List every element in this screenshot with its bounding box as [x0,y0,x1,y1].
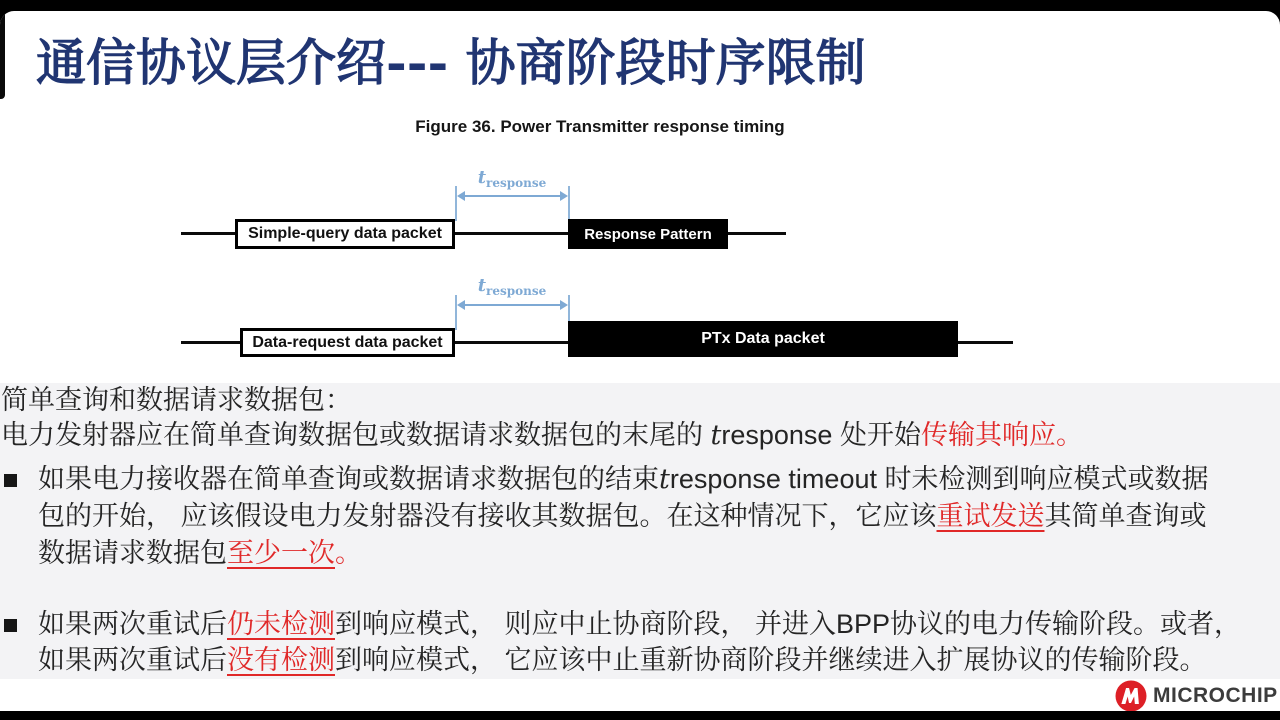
paragraph-intro [1,383,1083,453]
arrowhead-left-icon [457,191,465,201]
data-request-packet-box [240,328,455,357]
t-subscript: response [486,176,547,190]
t-response-dimension-row1 [455,186,570,221]
highlight-red-text: 至少一次 [227,538,335,568]
microchip-icon [1114,679,1148,711]
bullet-marker [4,474,17,487]
dimension-arrow-shaft [459,304,566,306]
box-label: PTx Data packet [701,330,825,347]
t-variable: t [477,275,487,296]
text-line [38,606,1241,642]
video-edge-artifact [0,11,5,99]
box-label: Response Pattern [584,225,712,243]
text-segment: 数据请求数据包 [38,538,227,568]
response-pattern-box [568,219,728,249]
box-label: Simple-query data packet [248,225,442,242]
text-segment: 如果两次重试后 [38,609,227,639]
arrowhead-left-icon [457,300,465,310]
highlight-red-text: 仍未检测 [227,609,335,639]
t-variable: t [659,464,670,495]
t-variable: t [477,167,487,188]
text-segment: response 处开始 [721,420,921,450]
t-variable: t [710,420,722,451]
t-response-dimension-row2 [455,295,570,330]
text-segment: 简单查询和数据请求数据包： [1,385,352,415]
text-line [38,461,1208,498]
dimension-tick-right [568,186,570,221]
highlight-red-text: 重试发送 [936,501,1045,531]
slide [0,11,1280,711]
highlight-red-text: 。 [335,538,362,568]
box-label: Data-request data packet [252,333,443,351]
simple-query-packet-box [235,219,455,249]
highlight-red-text: 没有检测 [227,645,335,675]
bullet-item-2 [38,606,1241,678]
arrowhead-right-icon [560,191,568,201]
text-line [38,535,1208,572]
brand-name: MICROCHIP [1153,684,1278,707]
bullet-marker [4,619,17,632]
t-subscript: response [486,284,547,298]
text-segment: 如果两次重试后 [38,645,227,675]
arrowhead-right-icon [560,300,568,310]
text-segment: 电力发射器应在简单查询数据包或数据请求数据包的末尾的 [1,420,711,450]
text-line [38,498,1208,535]
text-segment: 包的开始， 应该假设电力发射器没有接收其数据包。在这种情况下，它应该 [38,501,937,531]
text-segment: 如果电力接收器在简单查询或数据请求数据包的结束 [38,464,659,494]
text-line [1,383,1083,418]
text-line [38,642,1241,678]
text-segment: 到响应模式， 则应中止协商阶段， 并进入BPP协议的电力传输阶段。或者， [335,609,1242,639]
figure-caption: Figure 36. Power Transmitter response timing [415,117,785,136]
text-segment: 其简单查询或 [1044,501,1207,531]
microchip-logo [1114,677,1278,711]
bullet-item-1 [38,461,1208,572]
text-segment: response timeout 时未检测到响应模式或数据 [669,464,1209,494]
page-title: 通信协议层介绍--- 协商阶段时序限制 [36,33,866,92]
dimension-arrow-shaft [459,195,566,197]
text-segment: 到响应模式， 它应该中止重新协商阶段并继续进入扩展协议的传输阶段。 [335,645,1207,675]
highlight-red-text: 传输其响应。 [920,420,1083,450]
text-line [1,418,1083,453]
ptx-data-packet-box [568,321,958,357]
